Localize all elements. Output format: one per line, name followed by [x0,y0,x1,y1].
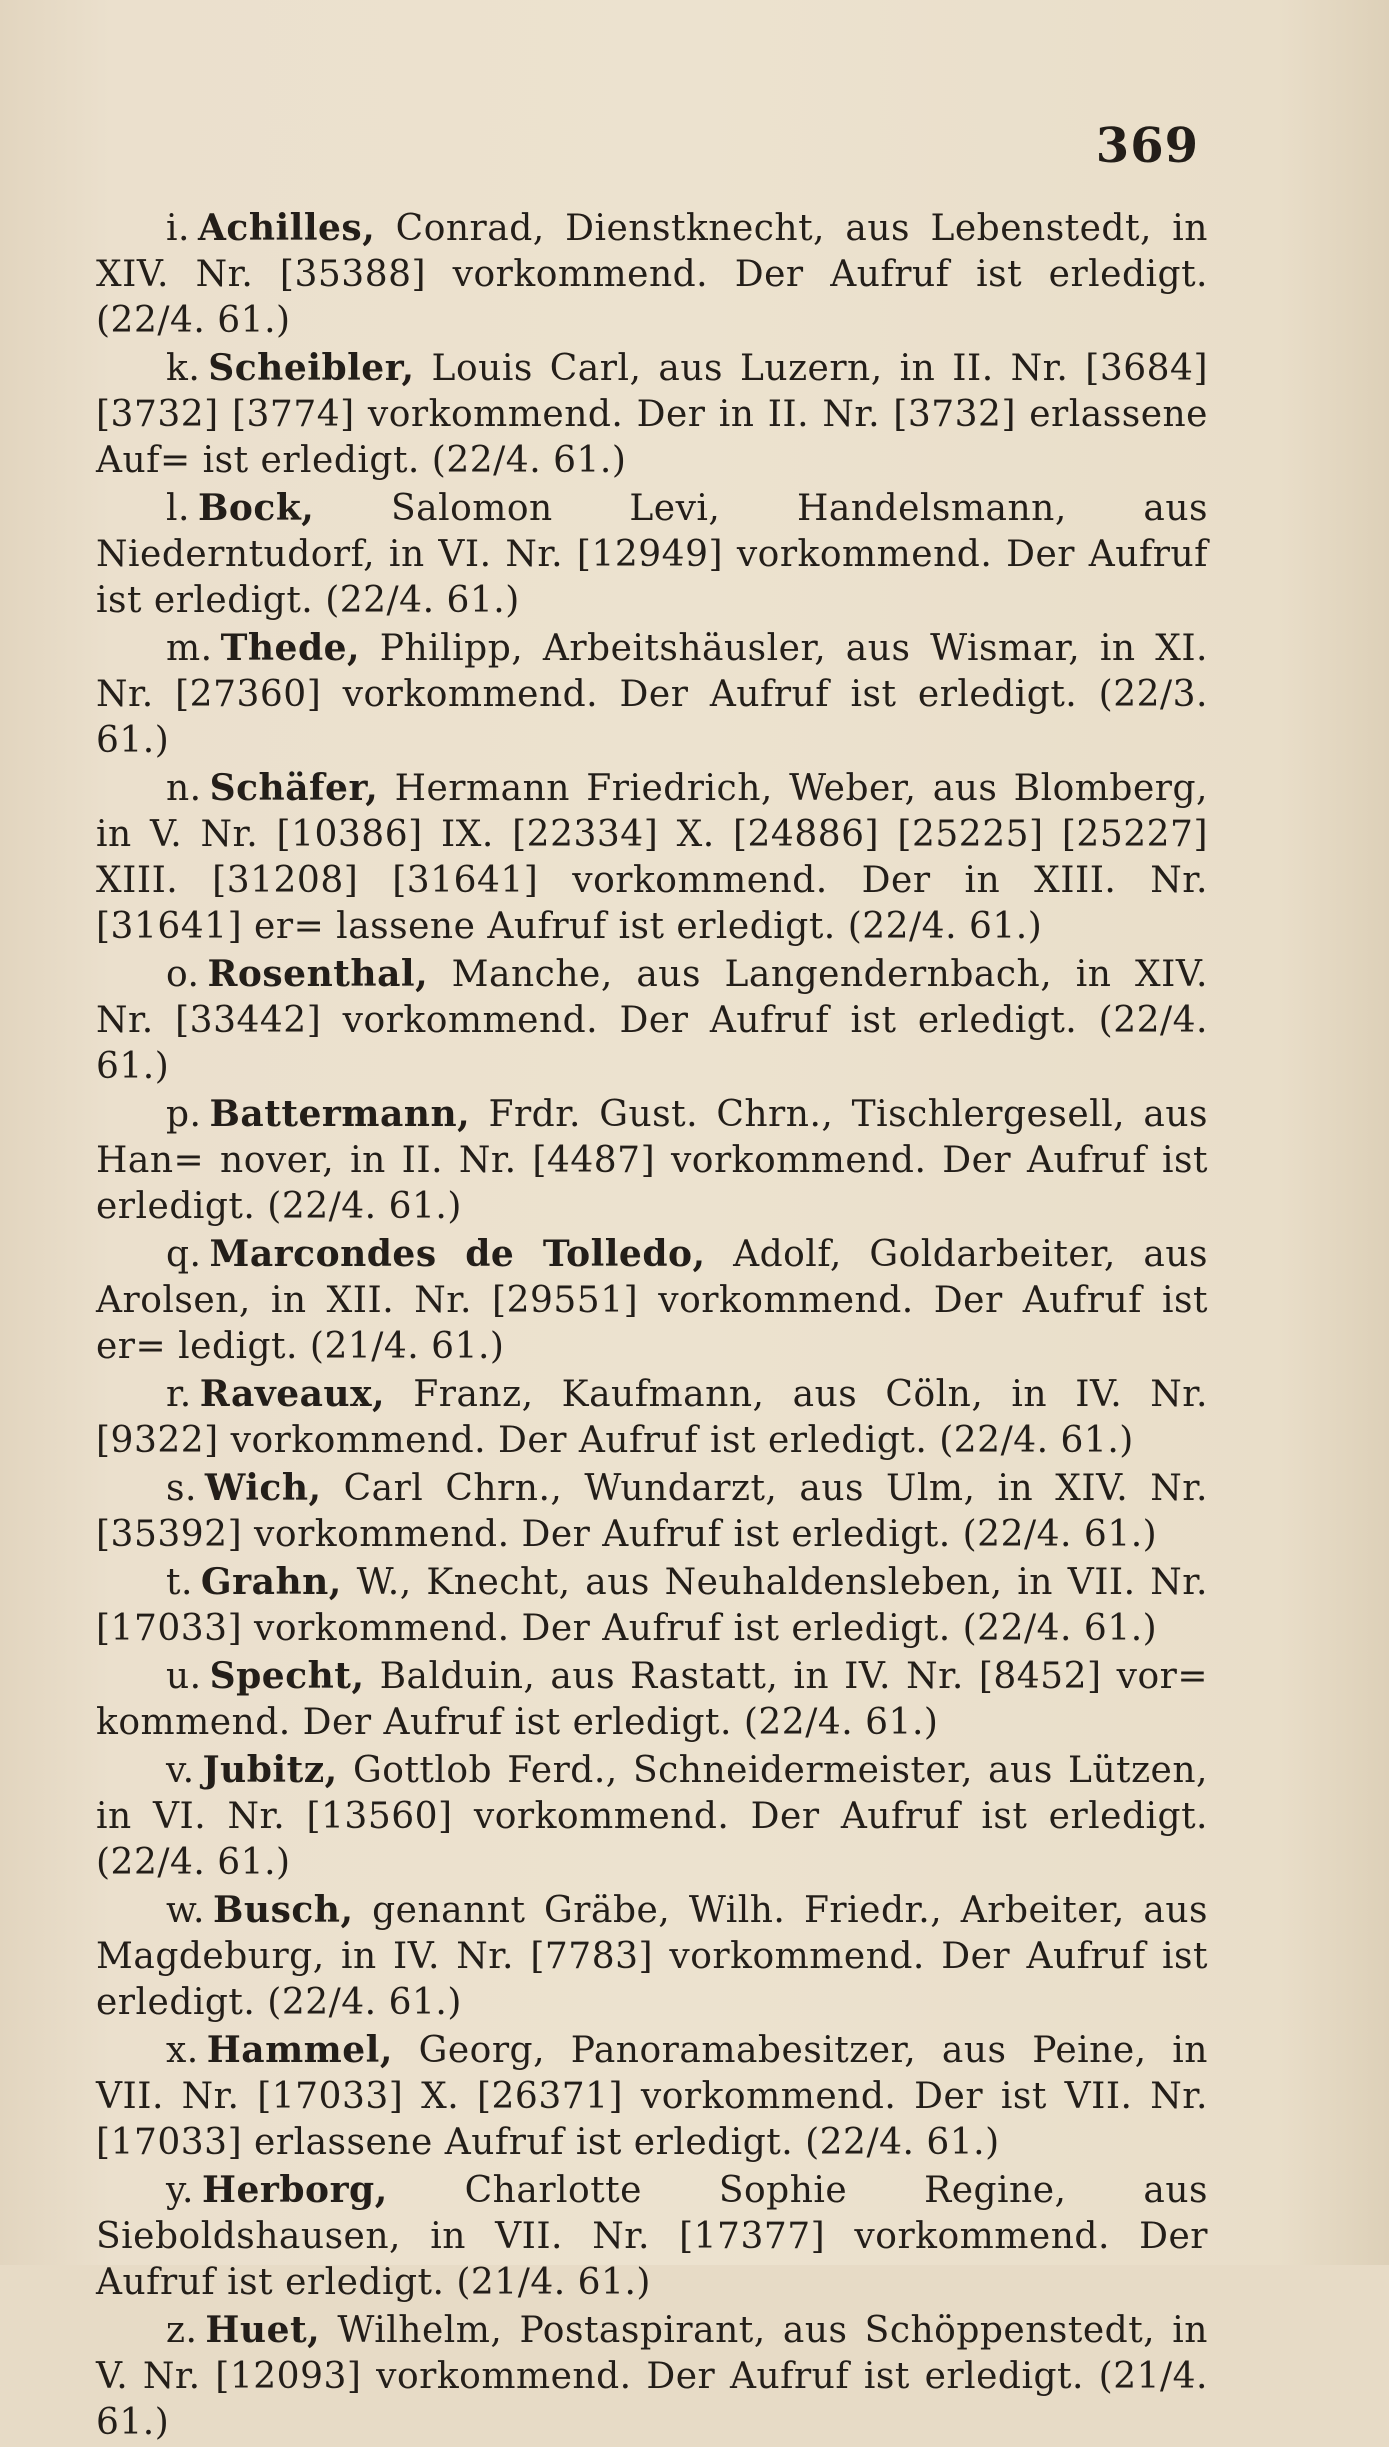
entry-name: Scheibler, [208,347,415,389]
entry-text: genannt Gräbe, Wilh. Friedr., Arbeiter, aus Magdeburg, in IV. Nr. [7783] vorkommend. Der Aufruf ist erledigt. (22/4. 61.) [96,1890,1208,2023]
entry-text: Franz, Kaufmann, aus Cöln, in IV. Nr. [9322] vorkommend. Der Aufruf ist erledigt. (22/4. 61.) [96,1374,1209,1461]
entry-letter: q. [166,1234,202,1275]
entry-letter: i. [166,208,190,249]
entry-name: Rosenthal, [207,953,429,995]
entry-letter: n. [166,768,202,809]
list-item [96,1465,1208,1558]
entry-letter: s. [166,1468,197,1509]
entry-text: Louis Carl, aus Luzern, in II. Nr. [3684] [3732] [3774] vorkommend. Der in II. Nr. [3732] erlassene Auf= ist erledigt. (22/4. 61.) [96,348,1208,481]
entry-name: Achilles, [197,207,376,249]
entry-letter: k. [166,348,201,389]
entry-letter: l. [166,488,190,529]
entry-name: Thede, [220,627,361,669]
entry-letter: p. [166,1094,202,1135]
entry-name: Huet, [205,2309,321,2351]
entry-letter: w. [166,1890,205,1931]
list-item [96,2027,1208,2166]
entry-name: Bock, [197,487,315,529]
entry-text: Salomon Levi, Handelsmann, aus Niederntudorf, in VI. Nr. [12949] vorkommend. Der Aufruf ist erledigt. (22/4. 61.) [96,488,1209,621]
entry-name: Marcondes de Tolledo, [209,1233,706,1275]
list-item [96,345,1208,484]
entry-list [96,205,1208,2447]
entry-text: Hermann Friedrich, Weber, aus Blomberg, in V. Nr. [10386] IX. [22334] X. [24886] [25225] [25227] XIII. [31208] [31641] vorkommend. Der in XIII. Nr. [31641] er= lassene Aufruf ist erledigt. (22/4. 61.) [96,768,1208,947]
page-number: 369 [1095,118,1199,174]
entry-letter: z. [166,2310,198,2351]
entry-text: Georg, Panoramabesitzer, aus Peine, in VII. Nr. [17033] X. [26371] vorkommend. Der ist VII. Nr. [17033] erlassene Aufruf ist erledigt. (22/4. 61.) [96,2030,1208,2163]
entry-letter: o. [166,954,200,995]
list-item [96,1887,1208,2026]
entry-text: Philipp, Arbeitshäusler, aus Wismar, in XI. Nr. [27360] vorkommend. Der Aufruf ist erledigt. (22/3. 61.) [96,628,1208,761]
list-item [96,765,1208,950]
list-item [96,205,1208,344]
entry-letter: v. [166,1750,195,1791]
list-item [96,1231,1208,1370]
list-item [96,1747,1208,1886]
list-item [96,1091,1208,1230]
entry-text: Wilhelm, Postaspirant, aus Schöppenstedt, in V. Nr. [12093] vorkommend. Der Aufruf ist erledigt. (21/4. 61.) [96,2310,1208,2443]
entry-letter: u. [166,1656,202,1697]
list-item [96,2167,1208,2306]
entry-name: Hammel, [206,2029,393,2071]
entry-letter: r. [166,1374,192,1415]
entry-name: Busch, [213,1889,354,1931]
entry-name: Herborg, [202,2169,388,2211]
list-item [96,625,1208,764]
entry-name: Specht, [209,1655,365,1697]
entry-name: Raveaux, [199,1373,386,1415]
entry-name: Wich, [204,1467,322,1509]
entry-text: Carl Chrn., Wundarzt, aus Ulm, in XIV. Nr. [35392] vorkommend. Der Aufruf ist erledigt. (22/4. 61.) [96,1468,1208,1555]
entry-name: Grahn, [200,1561,342,1603]
list-item [96,1371,1208,1464]
entry-text: Adolf, Goldarbeiter, aus Arolsen, in XII. Nr. [29551] vorkommend. Der Aufruf ist er= ledigt. (21/4. 61.) [96,1234,1208,1367]
list-item [96,485,1208,624]
entry-name: Battermann, [209,1093,471,1135]
entry-text: Charlotte Sophie Regine, aus Sieboldshausen, in VII. Nr. [17377] vorkommend. Der Aufruf ist erledigt. (21/4. 61.) [96,2170,1208,2303]
entry-name: Jubitz, [202,1749,338,1791]
entry-letter: x. [166,2030,199,2071]
entry-text: W., Knecht, aus Neuhaldensleben, in VII. Nr. [17033] vorkommend. Der Aufruf ist erledigt. (22/4. 61.) [96,1562,1208,1649]
list-item [96,2307,1208,2446]
list-item [96,951,1208,1090]
entry-text: Conrad, Dienstknecht, aus Lebenstedt, in XIV. Nr. [35388] vorkommend. Der Aufruf ist erledigt. (22/4. 61.) [96,208,1208,341]
entry-letter: y. [166,2170,194,2211]
entry-text: Gottlob Ferd., Schneidermeister, aus Lützen, in VI. Nr. [13560] vorkommend. Der Aufruf ist erledigt. (22/4. 61.) [96,1750,1208,1883]
list-item [96,1653,1208,1746]
entry-text: Frdr. Gust. Chrn., Tischlergesell, aus Han= nover, in II. Nr. [4487] vorkommend. Der Aufruf ist erledigt. (22/4. 61.) [96,1094,1208,1227]
entry-text: Manche, aus Langendernbach, in XIV. Nr. [33442] vorkommend. Der Aufruf ist erledigt. (22/4. 61.) [96,954,1208,1087]
entry-letter: t. [166,1562,193,1603]
entry-text: Balduin, aus Rastatt, in IV. Nr. [8452] vor= kommend. Der Aufruf ist erledigt. (22/4. 61.) [96,1656,1208,1743]
entry-name: Schäfer, [209,767,379,809]
entry-letter: m. [166,628,213,669]
list-item [96,1559,1208,1652]
